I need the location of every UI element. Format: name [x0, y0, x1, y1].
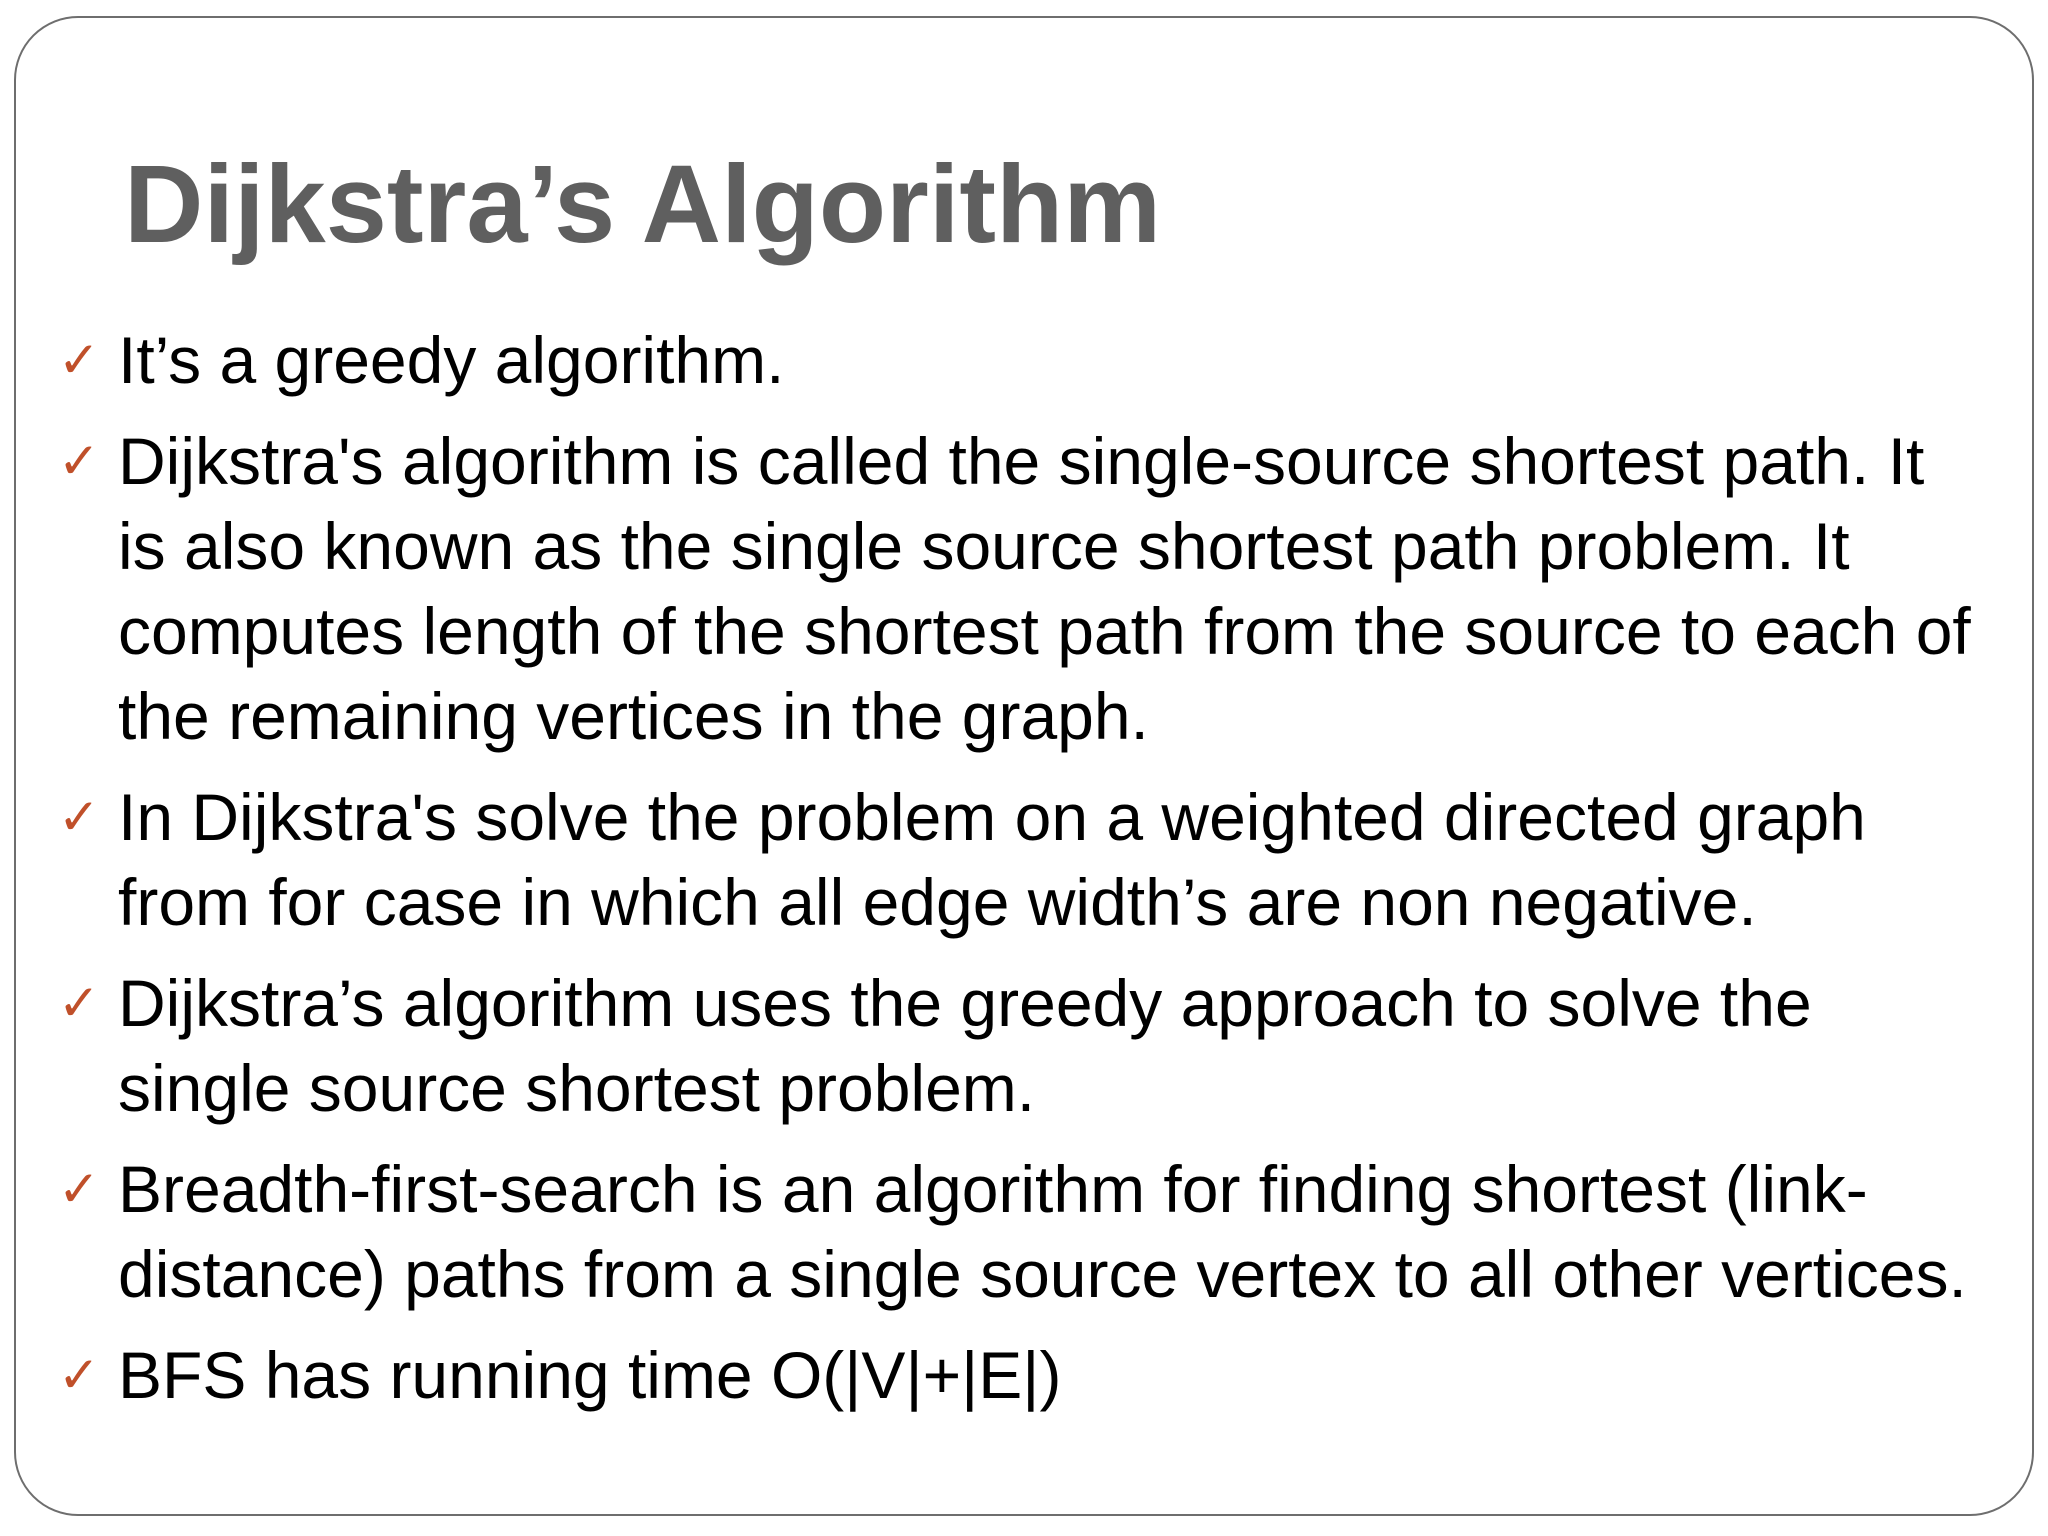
bullet-text: Dijkstra’s algorithm uses the greedy approach to solve the single source shortest problem.: [118, 966, 1812, 1125]
bullet-text: BFS has running time O(|V|+|E|): [118, 1338, 1062, 1412]
checkmark-icon: ✓: [58, 974, 100, 1032]
bullet-item: [56, 419, 1976, 759]
checkmark-icon: ✓: [58, 331, 100, 389]
bullet-item: [56, 775, 1976, 945]
bullet-item: [56, 318, 1976, 403]
checkmark-icon: ✓: [58, 788, 100, 846]
bullet-item: [56, 1333, 1976, 1418]
bullet-list: [56, 318, 1976, 1418]
checkmark-icon: ✓: [58, 1160, 100, 1218]
checkmark-icon: ✓: [58, 1346, 100, 1404]
bullet-text: It’s a greedy algorithm.: [118, 323, 785, 397]
checkmark-icon: ✓: [58, 432, 100, 490]
slide-title: Dijkstra’s Algorithm: [124, 143, 1162, 266]
slide-body: [56, 318, 1976, 1536]
bullet-item: [56, 961, 1976, 1131]
bullet-text: In Dijkstra's solve the problem on a weighted directed graph from for case in which all edge width’s are non negative.: [118, 780, 1866, 939]
bullet-text: Breadth-first-search is an algorithm for finding shortest (link-distance) paths from a single source vertex to all other vertices.: [118, 1152, 1967, 1311]
bullet-text: Dijkstra's algorithm is called the single-source shortest path. It is also known as the single source shortest path problem. It computes length of the shortest path from the source to each of the remaining vertices in the graph.: [118, 424, 1971, 753]
bullet-item: [56, 1147, 1976, 1317]
